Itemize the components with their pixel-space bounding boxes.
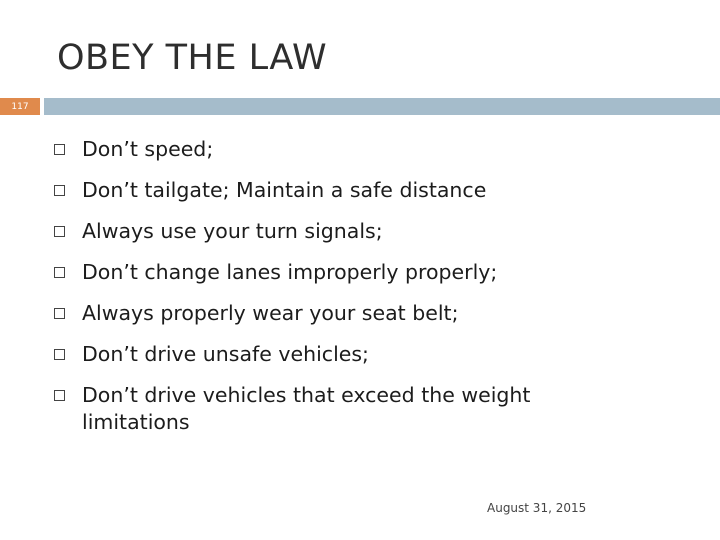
bullet-text: Don’t change lanes improperly properly; xyxy=(82,260,498,284)
bullet-text: Don’t speed; xyxy=(82,137,214,161)
bullet-item xyxy=(0,136,620,163)
bullet-text: Don’t drive vehicles that exceed the weight limitations xyxy=(82,383,531,434)
slide-title: OBEY THE LAW xyxy=(57,38,328,78)
bullet-item xyxy=(0,341,620,368)
checkbox-outline-icon xyxy=(54,267,65,278)
bullet-text: Don’t drive unsafe vehicles; xyxy=(82,342,369,366)
bullet-text: Always use your turn signals; xyxy=(82,219,383,243)
checkbox-outline-icon xyxy=(54,390,65,401)
bullet-list xyxy=(0,136,620,450)
footer-date: August 31, 2015 xyxy=(487,501,587,515)
checkbox-outline-icon xyxy=(54,308,65,319)
bullet-item xyxy=(0,382,620,436)
bullet-item xyxy=(0,300,620,327)
checkbox-outline-icon xyxy=(54,185,65,196)
bullet-text: Always properly wear your seat belt; xyxy=(82,301,459,325)
bullet-item xyxy=(0,259,620,286)
slide-number: 117 xyxy=(0,98,40,115)
bullet-text: Don’t tailgate; Maintain a safe distance xyxy=(82,178,487,202)
bullet-item xyxy=(0,218,620,245)
checkbox-outline-icon xyxy=(54,349,65,360)
checkbox-outline-icon xyxy=(54,226,65,237)
title-divider xyxy=(44,98,720,115)
checkbox-outline-icon xyxy=(54,144,65,155)
bullet-item xyxy=(0,177,620,204)
